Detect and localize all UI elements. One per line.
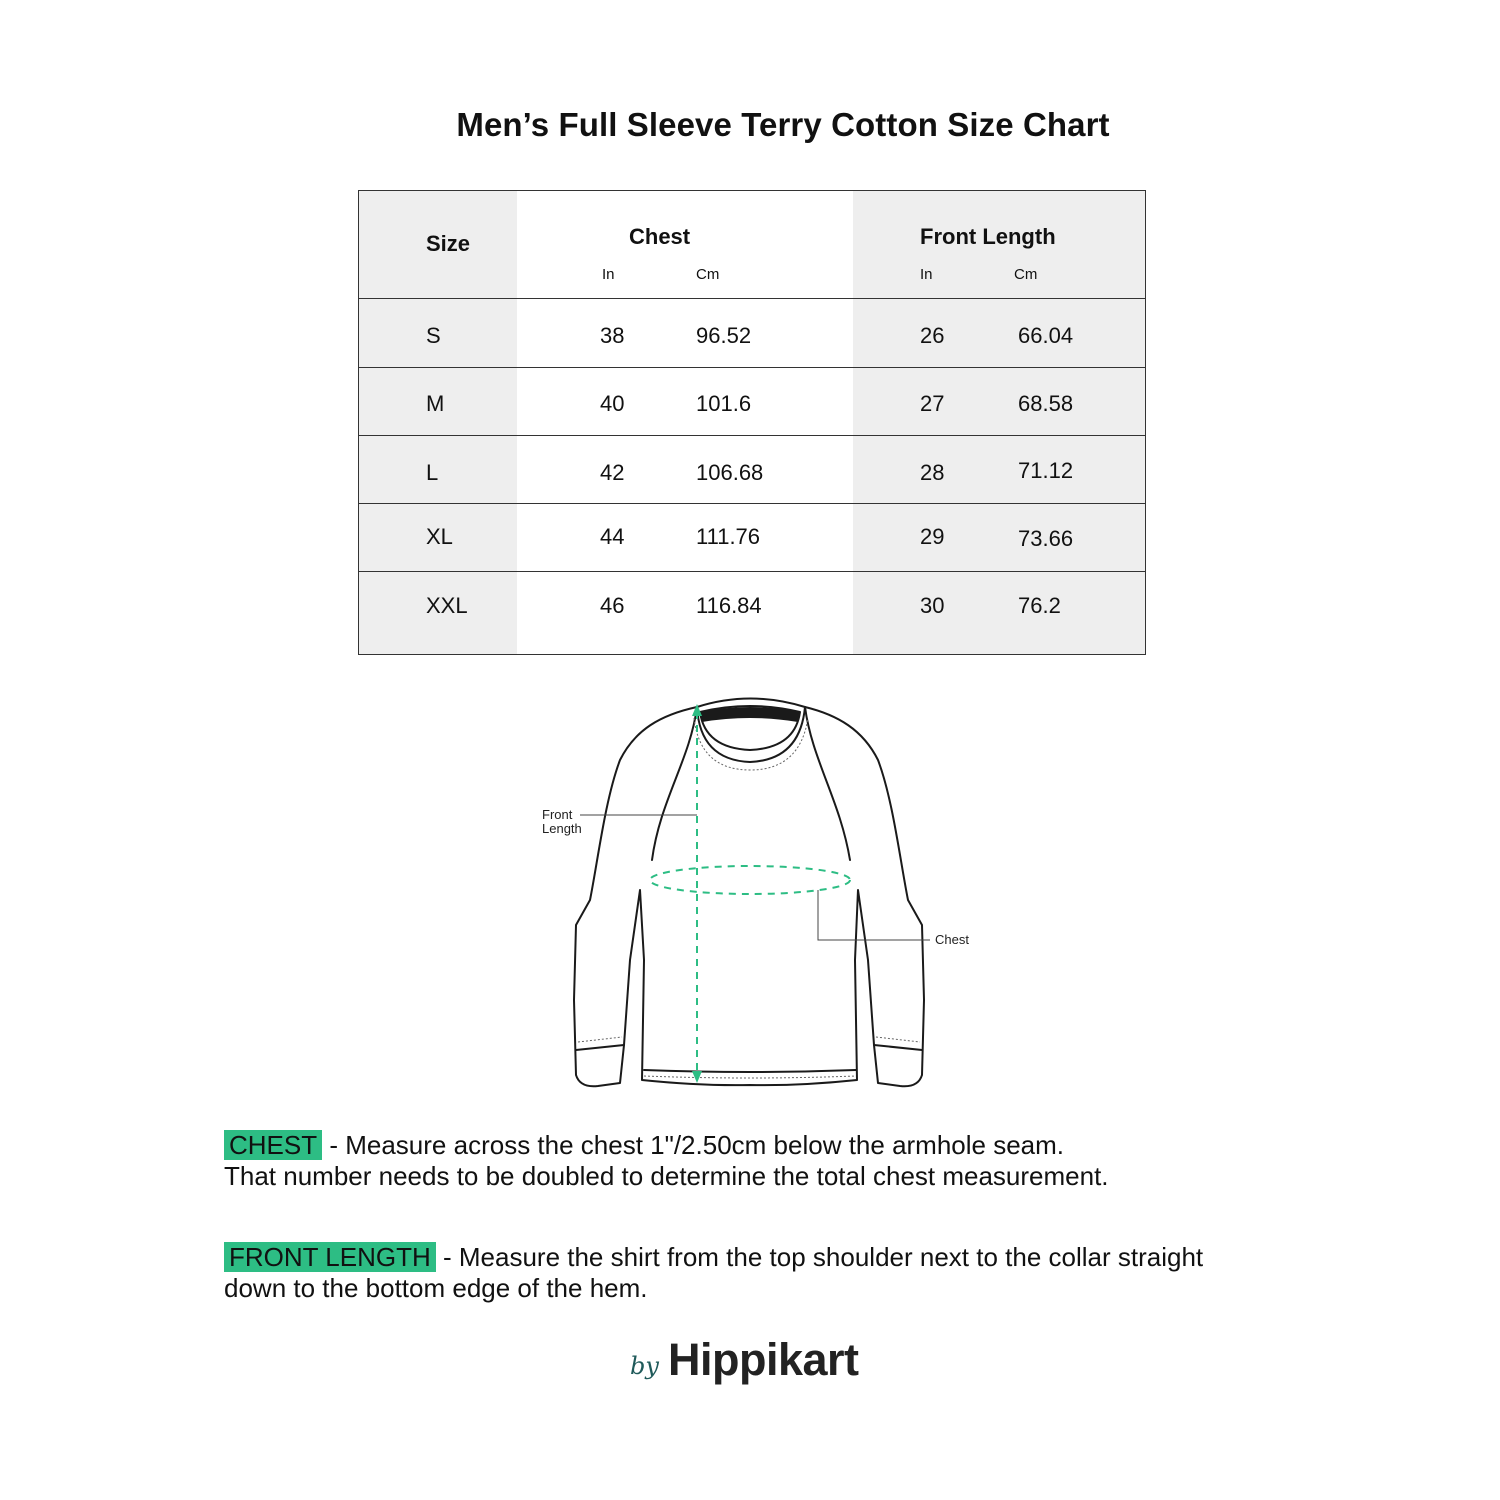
cell-chest-cm: 106.68 <box>696 460 764 485</box>
chest-note <box>224 1130 1109 1192</box>
cell-front-in: 27 <box>920 391 945 416</box>
chest-note-line2: That number needs to be doubled to determine the total chest measurement. <box>224 1161 1109 1191</box>
front-note-line2: down to the bottom edge of the hem. <box>224 1273 648 1303</box>
cuff-left <box>576 1045 624 1050</box>
cuff-stitch-left <box>578 1037 622 1042</box>
cell-front-in: 28 <box>920 460 945 485</box>
raglan-seam-right <box>805 707 850 860</box>
cell-front-in: 30 <box>920 593 945 618</box>
front-note-line1: - Measure the shirt from the top shoulder next to the collar straight <box>435 1242 1204 1272</box>
front-length-tag: FRONT LENGTH <box>224 1242 436 1272</box>
cell-size: S <box>426 323 441 348</box>
cuff-stitch-right <box>876 1037 920 1042</box>
cell-chest-in: 38 <box>600 323 625 348</box>
cell-size: XL <box>426 524 453 549</box>
cell-front-cm: 76.2 <box>1018 593 1061 618</box>
cell-chest-in: 42 <box>600 460 625 485</box>
raglan-seam-left <box>652 707 697 860</box>
cell-chest-in: 44 <box>600 524 625 549</box>
cell-front-cm: 66.04 <box>1018 323 1074 348</box>
cell-chest-cm: 101.6 <box>696 391 752 416</box>
cell-size: XXL <box>426 593 468 618</box>
chest-ellipse <box>650 866 850 894</box>
cell-size: M <box>426 391 445 416</box>
header-size: Size <box>426 231 471 256</box>
cell-chest-in: 40 <box>600 391 625 416</box>
cell-chest-cm: 96.52 <box>696 323 752 348</box>
brand-by: by <box>630 1352 659 1380</box>
unit-chest-cm: Cm <box>696 266 720 283</box>
page-title: Men’s Full Sleeve Terry Cotton Size Chart <box>456 106 1110 143</box>
header-chest: Chest <box>629 224 691 249</box>
cell-front-in: 26 <box>920 323 945 348</box>
hem-line <box>644 1070 856 1072</box>
chest-leader <box>818 890 930 940</box>
cell-chest-in: 46 <box>600 593 625 618</box>
unit-chest-in: In <box>602 266 615 283</box>
cell-chest-cm: 116.84 <box>696 593 762 618</box>
front-length-label: Front Length <box>542 807 582 836</box>
unit-front-in: In <box>920 266 933 283</box>
chest-note-line1: - Measure across the chest 1"/2.50cm below the armhole seam. <box>322 1130 1065 1160</box>
header-front-length: Front Length <box>920 224 1056 249</box>
cell-chest-cm: 111.76 <box>696 524 761 549</box>
cell-front-cm: 73.66 <box>1018 526 1074 551</box>
unit-front-cm: Cm <box>1014 266 1038 283</box>
cell-front-in: 29 <box>920 524 945 549</box>
front-length-note <box>224 1242 1203 1304</box>
chest-tag: CHEST <box>224 1130 322 1160</box>
cell-front-cm: 68.58 <box>1018 391 1074 416</box>
chest-label: Chest <box>935 932 969 947</box>
cell-size: L <box>426 460 439 485</box>
cell-front-cm: 71.12 <box>1018 458 1074 483</box>
brand-name: Hippikart <box>668 1334 859 1385</box>
cuff-right <box>874 1045 922 1050</box>
hem-stitch <box>644 1076 856 1078</box>
shirt-outline <box>574 707 924 1086</box>
